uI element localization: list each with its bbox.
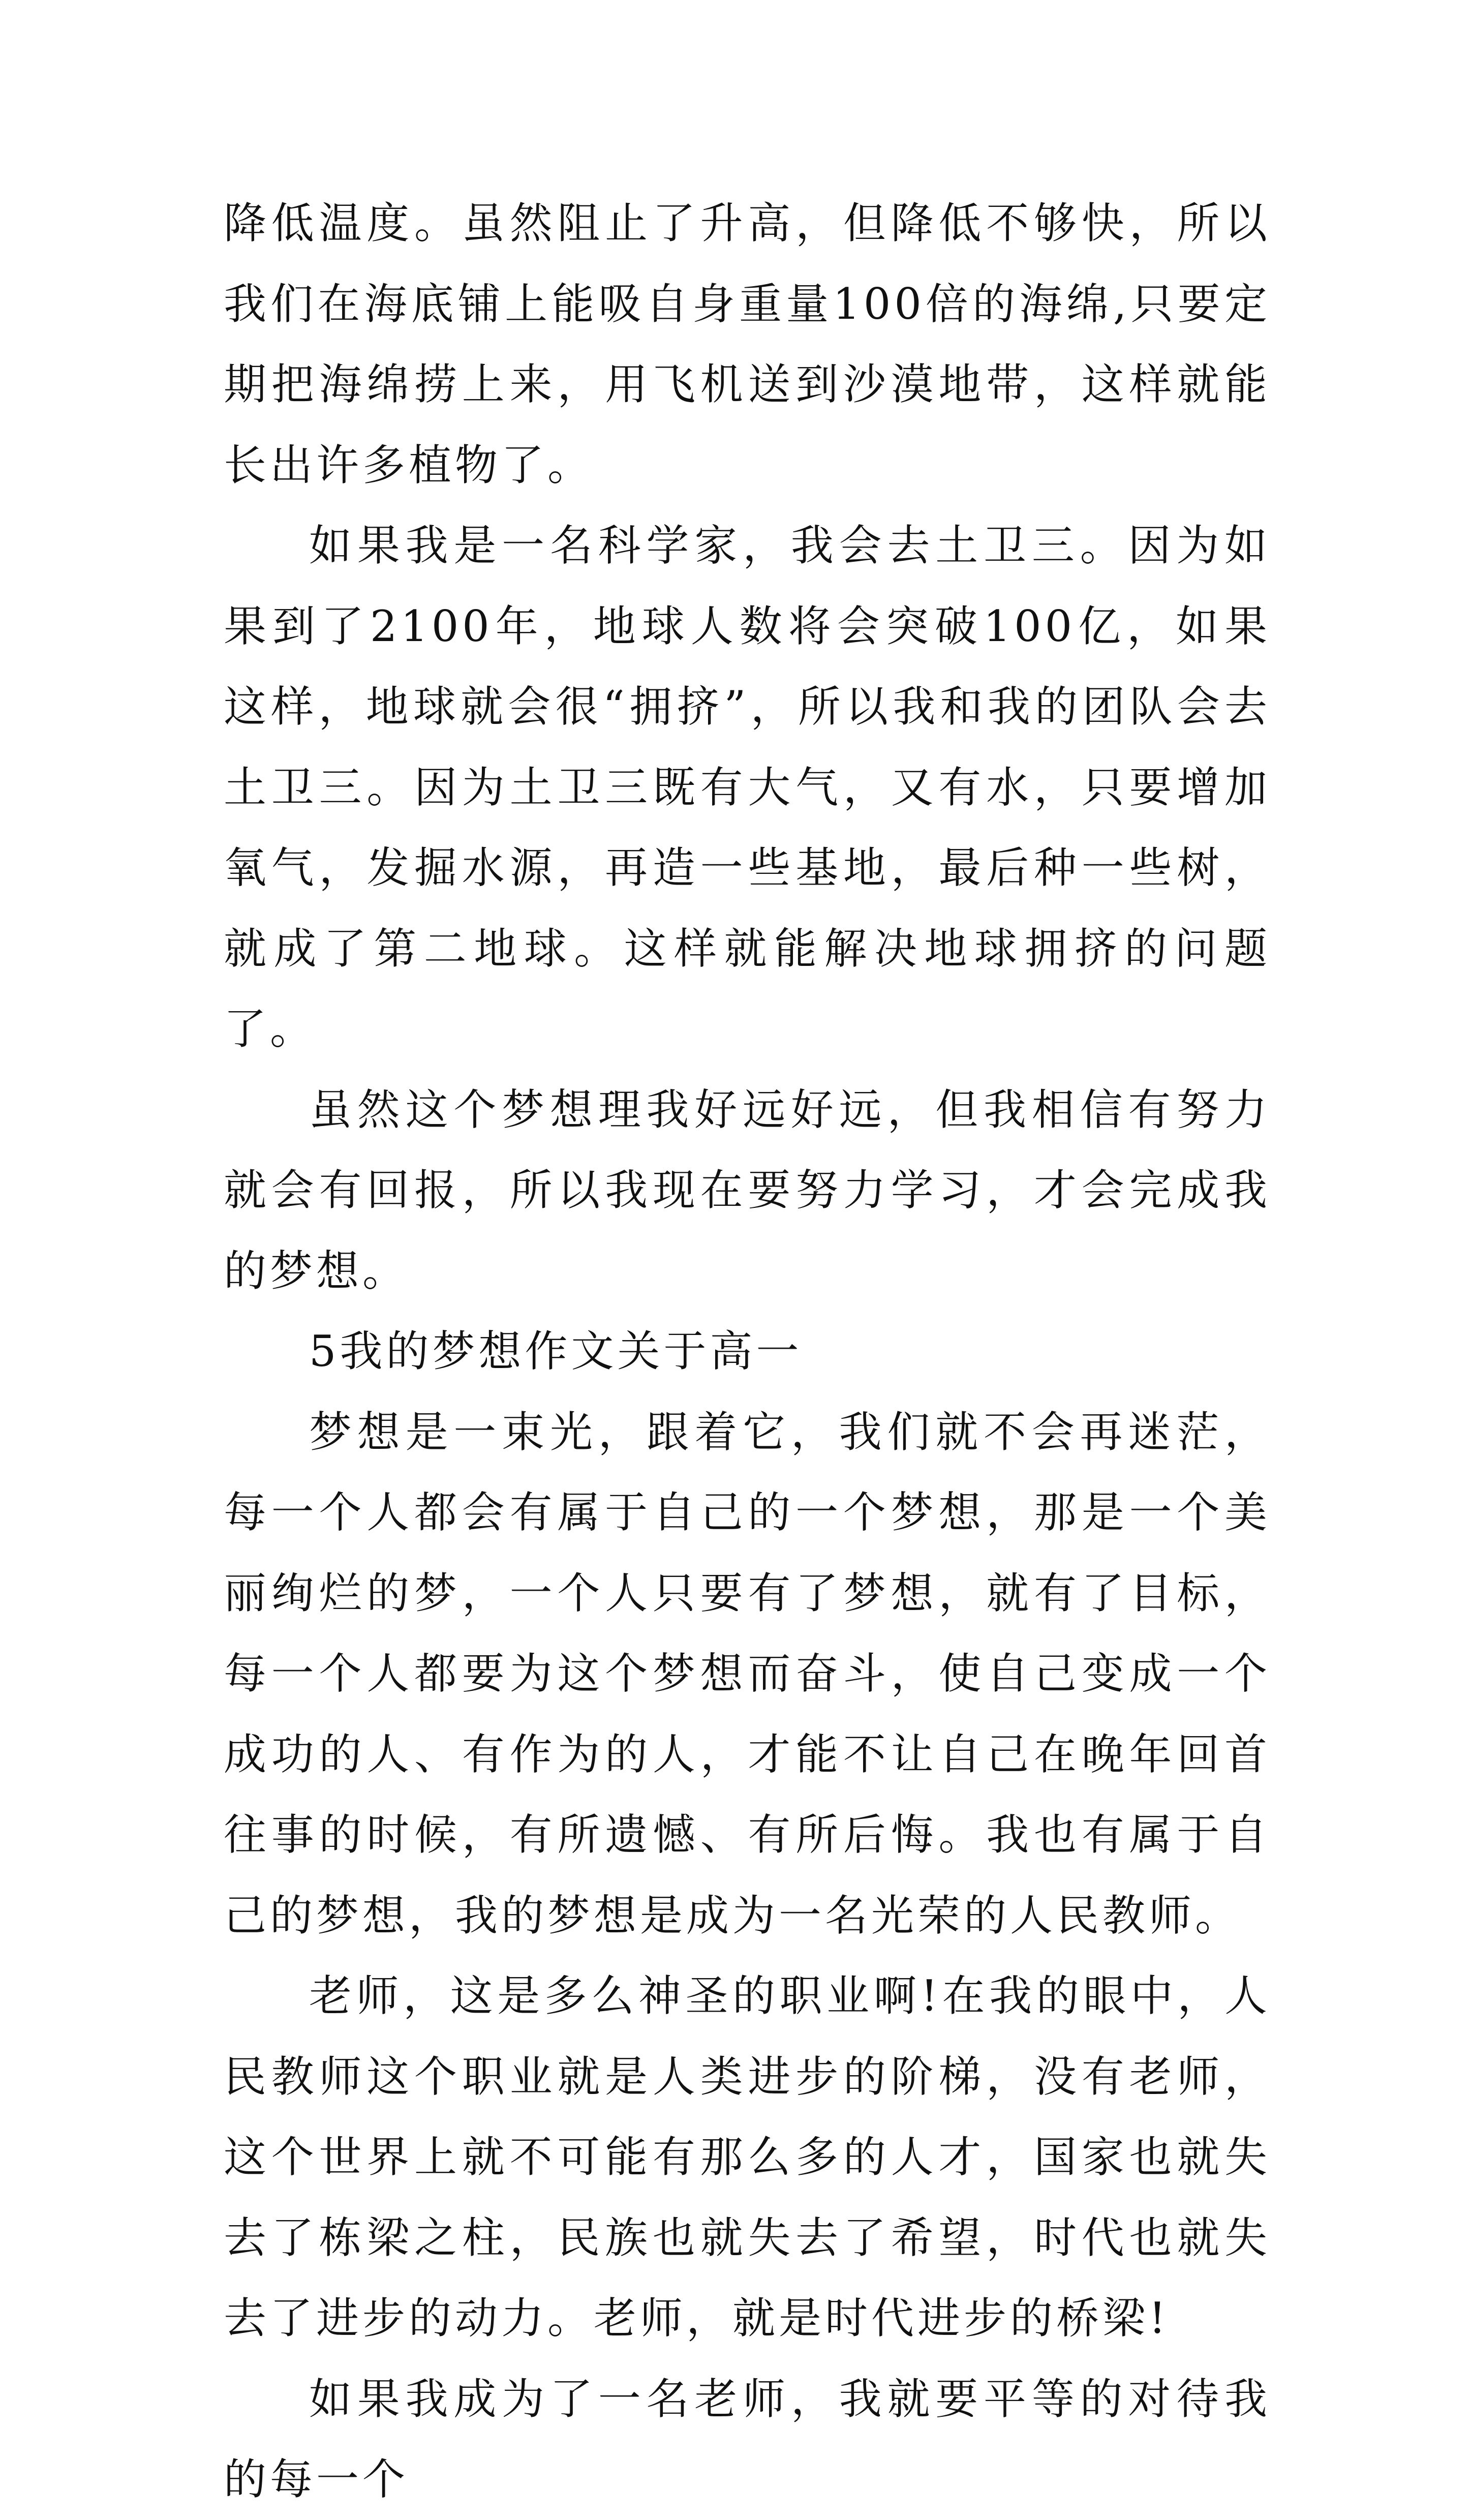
section-heading: 5我的梦想作文关于高一 [309,1326,803,1376]
paragraph-5: 老师，这是多么神圣的职业啊!在我的眼中，人民教师这个职业就是人类进步的阶梯，没有老师，这个世界上就不可能有那么多的人才，国家也就失去了栋梁之柱，民族也就失去了希望，时代也就失去了进步的动力。老师，就是时代进步的桥梁! [224,1971,1271,2343]
paragraph-3: 虽然这个梦想理我好远好远，但我相信有努力就会有回报，所以我现在要努力学习，才会完成我的梦想。 [224,1084,1271,1296]
paragraph-1: 降低温度。虽然阻止了升高，但降低不够快，所以我们在海底铺上能吸自身重量100倍的海绵,只要定期把海绵捞上来，用飞机送到沙漠地带，这样就能长出许多植物了。 [224,198,1271,490]
paragraph-6: 如果我成为了一名老师，我就要平等的对待我的每一个 [224,2374,1271,2504]
paragraph-2: 如果我是一名科学家，我会去土卫三。因为如果到了2100年，地球人数将会突破100亿，如果这样，地球就会很“拥挤”，所以我和我的团队会去土卫三。因为土卫三既有大气，又有水，只要增加氧气，发掘水源，再造一些基地，最后种一些树，就成了第二地球。这样就能解决地球拥挤的问题了。 [224,521,1271,1054]
body-text [224,183,1271,2520]
paragraph-4: 梦想是一束光，跟着它，我们就不会再迷茫，每一个人都会有属于自己的一个梦想，那是一个美丽绚烂的梦，一个人只要有了梦想，就有了目标，每一个人都要为这个梦想而奋斗，使自己变成一个成功的人、有作为的人，才能不让自己在晚年回首往事的时候，有所遗憾、有所后悔。我也有属于自己的梦想，我的梦想是成为一名光荣的人民教师。 [224,1407,1271,1940]
